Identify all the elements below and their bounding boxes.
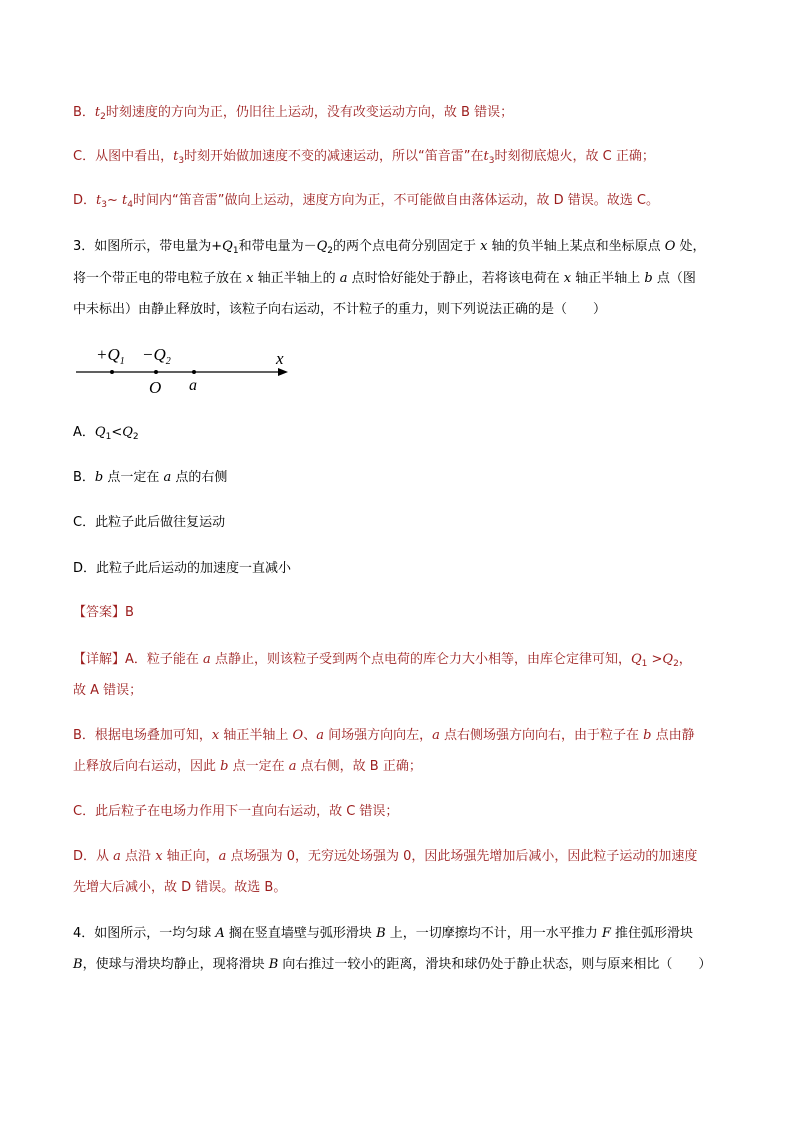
explanation-line-c: C．从图中看出，$t_3$时刻开始做加速度不变的减速运动，所以“笛音雷”在$t_3$时刻彻底熄火，故 C 正确； <box>73 149 655 166</box>
answer-label: 【答案】B <box>73 605 134 620</box>
detail-b-line-2: 止释放后向右运动，因此 b 点一定在 a 点右侧，故 B 正确； <box>73 759 422 774</box>
charge-q1-dot <box>110 370 114 374</box>
detail-b-line-1: B．根据电场叠加可知，x 轴正半轴上 O、a 间场强方向向左，a 点右侧场强方向向右，由于粒子在 b 点由静 <box>73 728 695 743</box>
question-4-line-2: B，使球与滑块均静止，现将滑块 B 向右推过一较小的距离，滑块和球仍处于静止状态，则与原来相比（ ） <box>73 957 712 972</box>
option-a: A．$Q_1<Q_2$ <box>73 425 139 442</box>
origin-label: O <box>149 378 162 397</box>
question-3-line-1: 3．如图所示，带电量为$+Q_1$和带电量为$-Q_2$的两个点电荷分别固定于 x 轴的负半轴上某点和坐标原点 O 处， <box>73 239 706 256</box>
question-4-line-1: 4．如图所示，一均匀球 A 搁在竖直墙壁与弧形滑块 B 上，一切摩擦均不计，用一水平推力 F 推住弧形滑块 <box>73 926 694 941</box>
charge-axis-diagram <box>72 338 302 398</box>
origin-dot <box>154 370 158 374</box>
question-3-line-3: 中未标出）由静止释放时，该粒子向右运动，不计粒子的重力，则下列说法正确的是（ ） <box>73 302 607 317</box>
point-a-label: a <box>189 377 197 394</box>
detail-a-line-1: 【详解】A．粒子能在 a 点静止，则该粒子受到两个点电荷的库仑力大小相等，由库仑定律可知，$Q_1 >Q_2$， <box>73 652 692 669</box>
explanation-line-d: D．$t_3\sim$ $t_4$时间内“笛音雷”做向上运动，速度方向为正，不可能做自由落体运动，故 D 错误。故选 C。 <box>73 193 659 210</box>
detail-a-line-2: 故 A 错误； <box>73 683 143 698</box>
charge-q2-label: $-Q_2$ <box>142 345 171 367</box>
axis-x-label: x <box>276 349 284 368</box>
charge-q1-label: $+Q_1$ <box>96 345 125 367</box>
detail-d-line-2: 先增大后减小，故 D 错误。故选 B。 <box>73 880 287 895</box>
option-c: C．此粒子此后做往复运动 <box>73 515 226 530</box>
question-3-line-2: 将一个带正电的带电粒子放在 x 轴正半轴上的 a 点时恰好能处于静止，若将该电荷在 x 轴正半轴上 b 点（图 <box>73 271 696 286</box>
detail-c-line: C．此后粒子在电场力作用下一直向右运动，故 C 错误； <box>73 804 399 819</box>
explanation-line-b: B．$t_2$时刻速度的方向为正，仍旧往上运动，没有改变运动方向，故 B 错误； <box>73 105 514 122</box>
point-a-dot <box>192 370 196 374</box>
option-d: D．此粒子此后运动的加速度一直减小 <box>73 561 292 576</box>
option-b: B．b 点一定在 a 点的右侧 <box>73 470 228 485</box>
detail-d-line-1: D．从 a 点沿 x 轴正向，a 点场强为 0，无穷远处场强为 0，因此场强先增加后减小，因此粒子运动的加速度 <box>73 849 698 864</box>
x-axis-arrow <box>278 368 288 376</box>
